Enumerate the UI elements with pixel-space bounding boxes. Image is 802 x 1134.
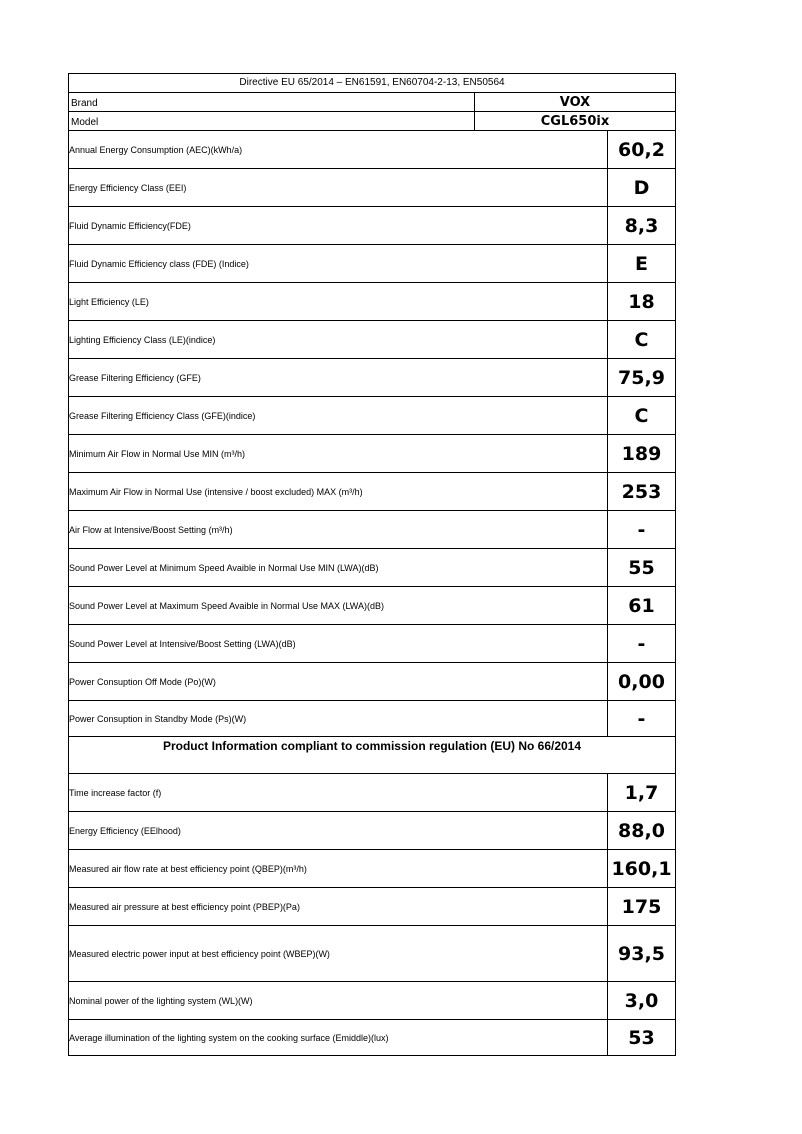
spec-row bbox=[69, 282, 675, 320]
spec-label: Fluid Dynamic Efficiency class (FDE) (Indice) bbox=[69, 258, 249, 269]
energy-label-sheet bbox=[68, 73, 676, 1056]
spec-label: Power Consuption in Standby Mode (Ps)(W) bbox=[69, 713, 247, 724]
spec-value: 55 bbox=[607, 549, 675, 586]
info-label: Energy Efficiency (EElhood) bbox=[69, 825, 181, 836]
info-value: 88,0 bbox=[607, 812, 675, 849]
spec-label: Sound Power Level at Maximum Speed Avaible in Normal Use MAX (LWA)(dB) bbox=[69, 600, 384, 611]
info-value: 1,7 bbox=[607, 774, 675, 811]
spec-label: Maximum Air Flow in Normal Use (intensive / boost excluded) MAX (m³/h) bbox=[69, 486, 363, 497]
info-label: Measured air flow rate at best efficiency point (QBEP)(m³/h) bbox=[69, 863, 307, 874]
spec-label: Air Flow at Intensive/Boost Setting (m³/h) bbox=[69, 524, 233, 535]
info-value: 3,0 bbox=[607, 982, 675, 1019]
spec-label: Sound Power Level at Minimum Speed Avaible in Normal Use MIN (LWA)(dB) bbox=[69, 562, 379, 573]
spec-row bbox=[69, 624, 675, 662]
model-label: Model bbox=[71, 117, 99, 128]
spec-value: E bbox=[607, 245, 675, 282]
info-row bbox=[69, 849, 675, 887]
spec-row bbox=[69, 244, 675, 282]
spec-label: Annual Energy Consumption (AEC)(kWh/a) bbox=[69, 144, 243, 155]
spec-row bbox=[69, 168, 675, 206]
spec-value: - bbox=[607, 625, 675, 662]
info-row bbox=[69, 811, 675, 849]
directive-header: Directive EU 65/2014 – EN61591, EN60704-2-13, EN50564 bbox=[239, 77, 505, 88]
spec-label: Grease Filtering Efficiency (GFE) bbox=[69, 372, 201, 383]
spec-value: 8,3 bbox=[607, 207, 675, 244]
info-row bbox=[69, 925, 675, 981]
info-value: 160,1 bbox=[607, 850, 675, 887]
brand-row bbox=[69, 92, 675, 111]
spec-label: Lighting Efficiency Class (LE)(indice) bbox=[69, 334, 216, 345]
info-label: Average illumination of the lighting system on the cooking surface (Emiddle)(lux) bbox=[69, 1032, 389, 1043]
spec-row bbox=[69, 586, 675, 624]
spec-row bbox=[69, 206, 675, 244]
spec-row bbox=[69, 700, 675, 736]
info-row bbox=[69, 773, 675, 811]
spec-value: 253 bbox=[607, 473, 675, 510]
spec-row bbox=[69, 434, 675, 472]
brand-label: Brand bbox=[71, 98, 98, 109]
spec-row bbox=[69, 510, 675, 548]
spec-row bbox=[69, 396, 675, 434]
info-label: Time increase factor (f) bbox=[69, 787, 162, 798]
spec-label: Minimum Air Flow in Normal Use MIN (m³/h) bbox=[69, 448, 246, 459]
info-row bbox=[69, 1019, 675, 1055]
section-title: Product Information compliant to commission regulation (EU) No 66/2014 bbox=[69, 736, 675, 773]
spec-value: 61 bbox=[607, 587, 675, 624]
spec-value: 60,2 bbox=[607, 131, 675, 168]
spec-row bbox=[69, 662, 675, 700]
info-value: 53 bbox=[607, 1020, 675, 1055]
spec-label: Fluid Dynamic Efficiency(FDE) bbox=[69, 220, 191, 231]
spec-row bbox=[69, 130, 675, 168]
model-row bbox=[69, 111, 675, 130]
spec-label: Energy Efficiency Class (EEI) bbox=[69, 182, 187, 193]
spec-row bbox=[69, 472, 675, 510]
model-value: CGL650ix bbox=[474, 112, 675, 130]
spec-label: Sound Power Level at Intensive/Boost Setting (LWA)(dB) bbox=[69, 638, 296, 649]
info-row bbox=[69, 887, 675, 925]
info-label: Measured electric power input at best efficiency point (WBEP)(W) bbox=[69, 948, 330, 959]
spec-value: - bbox=[607, 511, 675, 548]
info-row bbox=[69, 981, 675, 1019]
spec-row bbox=[69, 548, 675, 586]
spec-label: Power Consuption Off Mode (Po)(W) bbox=[69, 676, 216, 687]
spec-row bbox=[69, 358, 675, 396]
spec-value: 18 bbox=[607, 283, 675, 320]
spec-value: D bbox=[607, 169, 675, 206]
spec-value: C bbox=[607, 321, 675, 358]
spec-label: Light Efficiency (LE) bbox=[69, 296, 149, 307]
spec-row bbox=[69, 320, 675, 358]
spec-value: 75,9 bbox=[607, 359, 675, 396]
spec-value: - bbox=[607, 701, 675, 736]
info-value: 93,5 bbox=[607, 926, 675, 981]
spec-value: C bbox=[607, 397, 675, 434]
info-label: Measured air pressure at best efficiency point (PBEP)(Pa) bbox=[69, 901, 300, 912]
brand-value: VOX bbox=[474, 93, 675, 111]
info-value: 175 bbox=[607, 888, 675, 925]
info-label: Nominal power of the lighting system (WL)(W) bbox=[69, 995, 253, 1006]
spec-value: 0,00 bbox=[607, 663, 675, 700]
spec-value: 189 bbox=[607, 435, 675, 472]
spec-label: Grease Filtering Efficiency Class (GFE)(indice) bbox=[69, 410, 256, 421]
